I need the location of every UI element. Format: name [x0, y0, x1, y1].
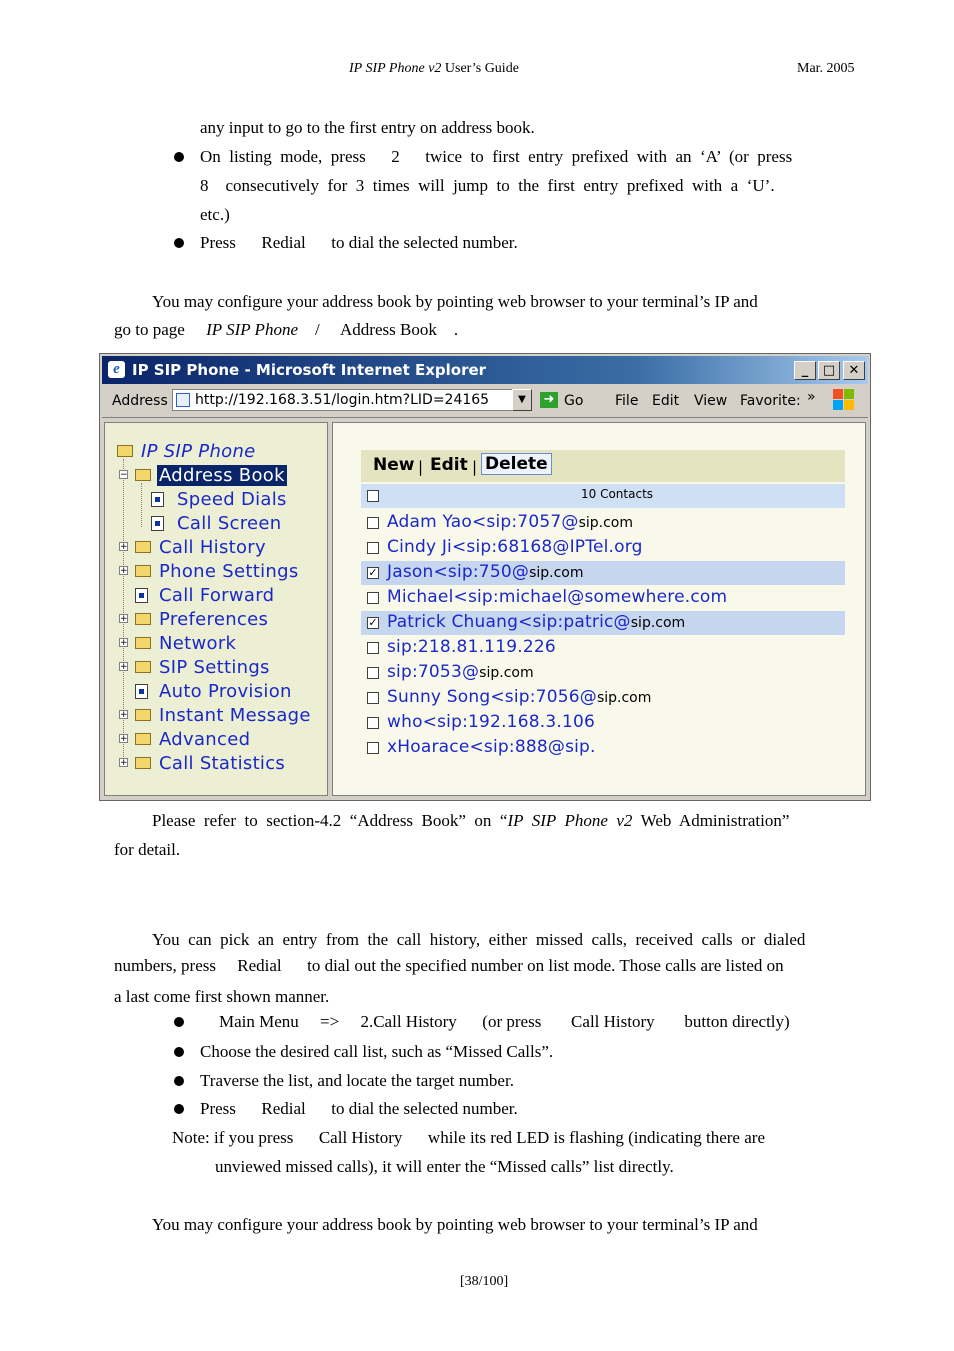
contact-checkbox[interactable] — [367, 692, 379, 704]
tree-item-preferences[interactable]: Preferences — [159, 609, 269, 630]
contact-label — [387, 712, 595, 732]
menu-view[interactable]: View — [694, 393, 728, 409]
contact-text: Sunny Song<sip:7056@ — [387, 687, 597, 707]
bullet — [174, 1047, 184, 1057]
page-icon — [135, 684, 148, 699]
expand-icon[interactable]: + — [120, 566, 128, 576]
contact-checkbox[interactable] — [367, 667, 379, 679]
expand-icon[interactable]: + — [120, 614, 128, 624]
contact-label — [387, 637, 556, 657]
contact-text: sip:7053@ — [387, 662, 480, 682]
expand-icon[interactable]: + — [120, 662, 128, 672]
expand-icon[interactable]: + — [120, 638, 128, 648]
window-title: IP SIP Phone - Microsoft Internet Explorer — [132, 361, 487, 379]
tree-item-address-book[interactable]: Address Book — [159, 465, 285, 486]
contact-suffix: sip.com — [529, 565, 584, 581]
folder-icon — [135, 565, 151, 577]
contact-row[interactable] — [361, 511, 845, 535]
contact-suffix: sip.com — [479, 665, 534, 681]
paragraph-line: for detail. — [114, 840, 181, 859]
contact-checkbox[interactable]: ✓ — [368, 616, 378, 629]
paragraph-line: You can pick an entry from the call history, either missed calls, received calls or dialed — [152, 930, 806, 949]
select-all-checkbox[interactable] — [367, 490, 379, 502]
paragraph-line: You may configure your address book by pointing web browser to your terminal’s IP and — [152, 1215, 758, 1234]
tree-item-network[interactable]: Network — [159, 633, 237, 654]
new-button[interactable]: New — [373, 455, 415, 475]
header-date: Mar. 2005 — [797, 61, 855, 76]
tree-item-instant-message[interactable]: Instant Message — [159, 705, 311, 726]
close-icon[interactable]: ✕ — [843, 361, 865, 380]
folder-icon — [135, 637, 151, 649]
contact-checkbox[interactable] — [367, 517, 379, 529]
note-line: Note: if you press Call History while its red LED is flashing (indicating there are — [172, 1128, 765, 1147]
url-text: http://192.168.3.51/login.htm?LID=24165 — [195, 392, 490, 408]
windows-logo-icon — [833, 389, 855, 411]
paragraph-line: a last come first shown manner. — [114, 987, 330, 1006]
contact-row[interactable] — [361, 561, 845, 585]
folder-icon — [117, 445, 133, 457]
edit-button[interactable]: Edit — [430, 455, 468, 475]
chevron-icon[interactable]: » — [807, 389, 816, 405]
delete-button[interactable]: Delete — [481, 453, 552, 475]
contact-label — [387, 562, 583, 582]
folder-icon — [135, 469, 151, 481]
header-title-rest: User’s Guide — [441, 61, 519, 76]
bullet — [174, 1017, 184, 1027]
bullet — [174, 238, 184, 248]
tree-item-call-statistics[interactable]: Call Statistics — [159, 753, 286, 774]
bullet — [174, 1076, 184, 1086]
separator: | — [418, 458, 424, 476]
contact-label — [387, 537, 643, 557]
separator: | — [472, 458, 478, 476]
contact-text: Cindy Ji<sip:68168@IPTel.org — [387, 537, 643, 557]
contact-row[interactable] — [361, 636, 845, 660]
folder-icon — [135, 733, 151, 745]
text-span: Please refer to section-4.2 “Address Book” on “ — [152, 811, 508, 830]
contact-checkbox[interactable] — [367, 642, 379, 654]
contact-checkbox[interactable] — [367, 592, 379, 604]
contact-row[interactable] — [361, 736, 845, 760]
contacts-header — [361, 484, 845, 508]
contact-checkbox[interactable] — [367, 717, 379, 729]
command-bar — [361, 450, 845, 482]
bullet-text: Press Redial to dial the selected number. — [200, 1099, 518, 1118]
page-icon — [151, 516, 164, 531]
paragraph-line: numbers, press Redial to dial out the specified number on list mode. Those calls are listed on — [114, 956, 784, 975]
tree-item-advanced[interactable]: Advanced — [159, 729, 251, 750]
paragraph-line: You may configure your address book by pointing web browser to your terminal’s IP and — [152, 292, 758, 311]
contact-text: Patrick Chuang<sip:patric@ — [387, 612, 631, 632]
contact-label — [387, 512, 633, 532]
contact-text: xHoarace<sip:888@sip. — [387, 737, 596, 757]
bullet-text: Press Redial to dial the selected number. — [200, 233, 518, 252]
folder-icon — [135, 613, 151, 625]
page-number: [38/100] — [460, 1274, 509, 1289]
contact-label — [387, 587, 727, 607]
contact-text: Michael<sip:michael@somewhere.com — [387, 587, 728, 607]
tree-item-sip-settings[interactable]: SIP Settings — [159, 657, 270, 678]
expand-icon[interactable]: + — [120, 710, 128, 720]
header-title-italic: IP SIP Phone v2 — [349, 61, 442, 76]
bullet — [174, 152, 184, 162]
address-toolbar — [102, 385, 868, 418]
contact-label — [387, 737, 596, 757]
contact-row[interactable] — [361, 661, 845, 685]
contact-checkbox[interactable] — [367, 742, 379, 754]
tree-item-call-screen[interactable]: Call Screen — [177, 513, 282, 534]
browser-screenshot — [99, 353, 871, 801]
go-button[interactable]: Go — [564, 393, 584, 409]
bullet-text: Traverse the list, and locate the target number. — [200, 1071, 514, 1090]
bullet-text: etc.) — [200, 205, 230, 224]
text-span: go to page — [114, 320, 207, 339]
paragraph-line — [152, 811, 789, 831]
text-line: any input to go to the first entry on address book. — [200, 118, 535, 137]
address-input[interactable] — [172, 389, 532, 411]
contact-suffix: sip.com — [596, 690, 652, 706]
maximize-icon[interactable]: □ — [818, 361, 840, 380]
page-icon — [176, 393, 190, 407]
tree-item-call-history[interactable]: Call History — [159, 537, 266, 558]
address-book-pane — [332, 422, 866, 796]
expand-icon[interactable]: + — [120, 542, 128, 552]
paragraph-line — [114, 320, 458, 340]
text-span: / Address Book . — [297, 320, 459, 339]
page-icon — [135, 588, 148, 603]
text-italic: IP SIP Phone — [206, 320, 298, 339]
minimize-icon[interactable]: _ — [794, 361, 816, 380]
folder-icon — [135, 757, 151, 769]
collapse-icon[interactable]: − — [120, 470, 128, 480]
tree-item-call-forward[interactable]: Call Forward — [159, 585, 275, 606]
bullet-text: 8 consecutively for 3 times will jump to the first entry prefixed with a ‘U’. — [200, 176, 775, 195]
tree-line — [141, 483, 142, 527]
menu-file[interactable]: File — [615, 393, 639, 409]
tree-item-speed-dials[interactable]: Speed Dials — [177, 489, 287, 510]
contact-suffix: sip.com — [578, 515, 633, 531]
go-arrow-icon[interactable]: ➜ — [540, 392, 558, 408]
page-icon — [151, 492, 164, 507]
text-italic: IP SIP Phone v2 — [507, 811, 633, 830]
contact-row[interactable] — [361, 686, 845, 710]
contact-row[interactable] — [361, 611, 845, 635]
contact-suffix: sip.com — [630, 615, 686, 631]
folder-icon — [135, 709, 151, 721]
contact-label — [387, 687, 651, 707]
contact-text: sip:218.81.119.226 — [387, 637, 556, 657]
header-title — [349, 59, 519, 79]
window-titlebar — [102, 356, 868, 384]
folder-icon — [135, 541, 151, 553]
contact-text: who<sip:192.168.3.106 — [387, 712, 595, 732]
folder-icon — [135, 661, 151, 673]
note-line: unviewed missed calls), it will enter the “Missed calls” list directly. — [215, 1157, 674, 1176]
text-span: Web Administration” — [632, 811, 790, 830]
bullet-text: Choose the desired call list, such as “Missed Calls”. — [200, 1042, 554, 1061]
contacts-count: 10 Contacts — [581, 487, 654, 501]
contact-text: Jason<sip:750@ — [387, 562, 530, 582]
contact-checkbox[interactable]: ✓ — [368, 566, 378, 579]
contact-row[interactable] — [361, 711, 845, 735]
menu-favorites[interactable]: Favorite: — [740, 393, 801, 409]
tree-item-auto-provision[interactable]: Auto Provision — [159, 681, 292, 702]
contact-checkbox[interactable] — [367, 542, 379, 554]
contact-label — [387, 662, 534, 682]
tree-root[interactable]: IP SIP Phone — [141, 441, 256, 462]
bullet-text: Main Menu => 2.Call History (or press Call History button directly) — [219, 1012, 790, 1031]
contact-row[interactable] — [361, 586, 845, 610]
menu-edit[interactable]: Edit — [652, 393, 680, 409]
contact-text: Adam Yao<sip:7057@ — [387, 512, 579, 532]
navigation-tree — [104, 422, 328, 796]
contact-label — [387, 612, 685, 632]
expand-icon[interactable]: + — [120, 734, 128, 744]
contact-row[interactable] — [361, 536, 845, 560]
expand-icon[interactable]: + — [120, 758, 128, 768]
tree-item-phone-settings[interactable]: Phone Settings — [159, 561, 299, 582]
bullet — [174, 1104, 184, 1114]
bullet-text: On listing mode, press 2 twice to first entry prefixed with an ‘A’ (or press — [200, 147, 793, 166]
ie-icon: e — [108, 361, 125, 378]
address-label: Address — [112, 393, 168, 409]
dropdown-arrow-icon[interactable]: ▼ — [512, 389, 532, 411]
